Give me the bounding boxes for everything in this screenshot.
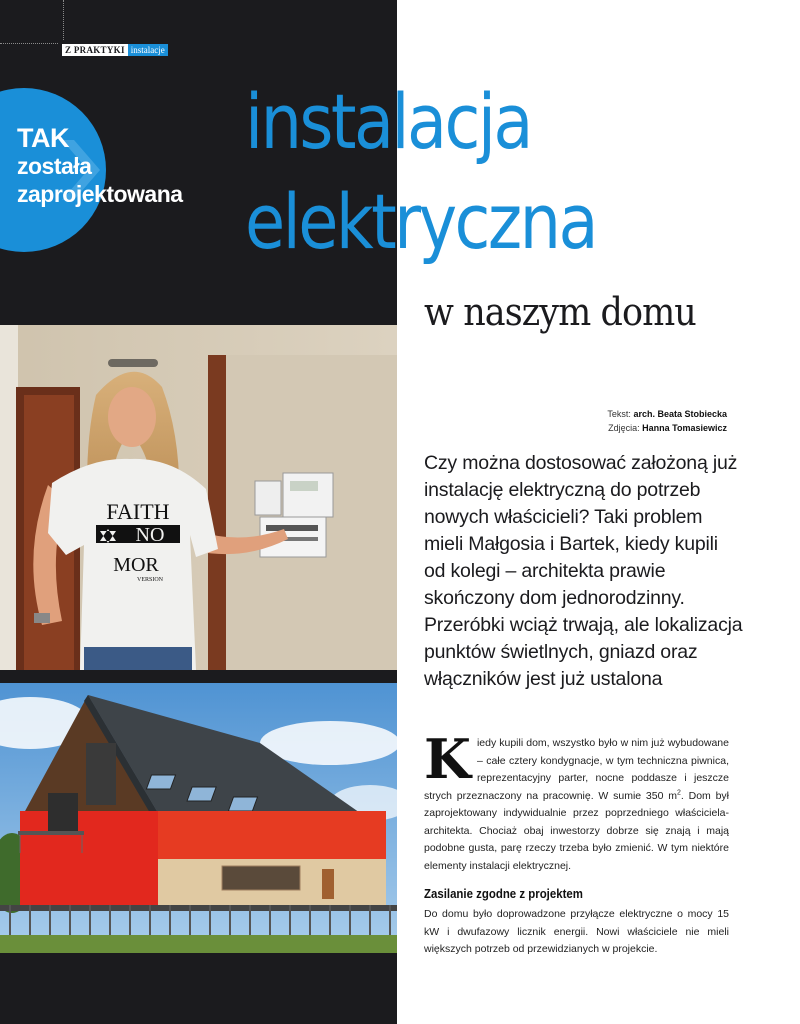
title-line: instalacja [245, 77, 531, 166]
body-text: iedy kupili dom, wszystko było w nim już wybudowane – całe cztery kondygnacje, w tym techniczna piwnica, reprezentacyjny parter, nocne poddasze i jeszcze strych przeznaczony na pracownię. W sumie 350 m [424, 737, 729, 802]
article-body [424, 727, 730, 875]
crop-mark [0, 43, 58, 44]
credit-author: arch. Beata Stobiecka [633, 409, 727, 419]
shirt-text: FAITH [106, 499, 170, 524]
drop-cap: K [424, 727, 471, 791]
title-line: elektryczna [245, 177, 596, 266]
shirt-text: MOR [113, 554, 159, 576]
photo-woman-illustration [0, 325, 397, 670]
credit-label: Zdjęcia: [608, 423, 640, 433]
section-subheading: Zasilanie zgodne z projektem [424, 886, 583, 901]
section-sublabel: instalacje [128, 44, 168, 56]
credit-label: Tekst: [607, 409, 631, 419]
shirt-text: VERSION [136, 577, 164, 583]
credit-photographer: Hanna Tomasiewicz [642, 423, 727, 433]
article-title [245, 72, 596, 272]
photo-red-house [0, 683, 397, 953]
photo-house-illustration [0, 683, 397, 953]
section-tag [62, 44, 168, 56]
badge-line: została [17, 153, 92, 179]
credit-text-line [607, 407, 727, 421]
section-label: Z PRAKTYKI [62, 44, 128, 56]
crop-mark [63, 0, 64, 40]
photo-woman-control-panel [0, 325, 397, 670]
badge-line: zaprojektowana [17, 181, 183, 207]
article-credits [607, 407, 727, 435]
article-subtitle: w naszym domu [424, 290, 696, 334]
superscript: 2 [677, 789, 681, 796]
credit-photo-line [607, 421, 727, 435]
article-lead: Czy można dostosować założoną już instalację elektryczną do potrzeb nowych właścicieli? Taki problem mieli Małgosia i Bartek, kiedy kupili od kolegi – architekta prawie skończony dom jednorodzinny. Przeróbki wciąż trwają, ale lokalizacja punktów świetlnych, gniazd oraz włączników jest już ustalona [424, 452, 743, 690]
shirt-text: NO [135, 524, 165, 546]
article-body-paragraph: Do domu było doprowadzone przyłącze elektryczne o mocy 15 kW i dwufazowy licznik energii. Nowi właściciele nie mieli większych potrzeb od przewidzianych w projekcie. [424, 908, 729, 955]
badge-line: TAK [17, 123, 69, 153]
body-text: . Dom był zaprojektowany indywidualnie przez poprzedniego właściciela-architekta. Chociaż obaj inwestorzy dobrze się znają i mają podobne gusta, parę rzeczy trzeba było zmienić. W tym niektóre elementy instalacji elektrycznej. [424, 789, 730, 872]
badge-text [17, 124, 183, 208]
